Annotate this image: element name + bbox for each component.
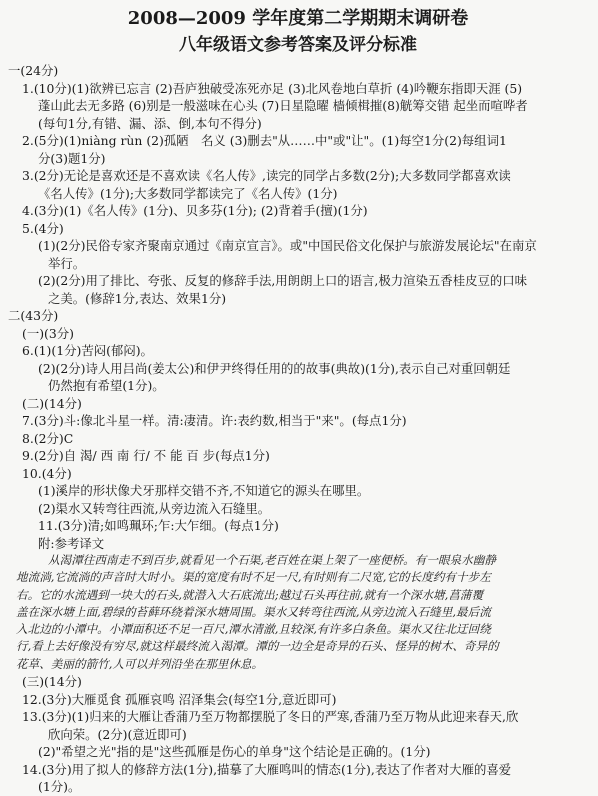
translation-line: 右。它的水流遇到一块大的石头,就潜入大石底流出;越过石头再往前,就有一个深水塘,菖蒲覆: [16, 587, 484, 602]
answer-line: 2.(5分)(1)niàng rùn (2)孤陋 名义 (3)删去"从……中"或"让"。(1)每空1分(2)每组词1: [22, 133, 507, 148]
subsection-heading: (一)(3分): [22, 325, 75, 341]
answer-line: 3.(2分)无论是喜欢还是不喜欢读《名人传》,读完的同学占多数(2分);大多数同学都喜欢读: [22, 168, 511, 183]
answer-line: (2)(2分)用了排比、夸张、反复的修辞手法,用朗朗上口的语言,极力渲染五香桂皮豆的口味: [38, 273, 528, 288]
answer-line: (1)溪岸的形状像犬牙那样交错不齐,不知道它的源头在哪里。: [38, 483, 370, 498]
answer-line: 7.(3分)斗:像北斗星一样。清:凄清。许:表约数,相当于"来"。(每点1分): [22, 413, 407, 428]
translation-line: 从渴潭往西南走不到百步,就看见一个石渠,老百姓在渠上架了一座便桥。有一眼泉水幽静: [48, 553, 496, 567]
document-subtitle: 八年级语文参考答案及评分标准: [179, 35, 417, 55]
answer-line: 9.(2分)自 渴/ 西 南 行/ 不 能 百 步(每点1分): [22, 448, 270, 463]
translation-line: 盖在深水塘上面,碧绿的苔藓环绕着深水塘周围。渠水又转弯往西流,从旁边流入石缝里,最后流: [16, 604, 491, 619]
translation-line: 入北边的小潭中。小潭面积还不足一百尺,潭水清澈,且较深,有许多白条鱼。渠水又往北迂回绕: [16, 622, 491, 637]
answer-line: 6.(1)(1分)苦闷(郁闷)。: [22, 343, 153, 358]
answer-line: (2)(2分)诗人用吕尚(姜太公)和伊尹终得任用的的故事(典故)(1分),表示自己对重回朝廷: [38, 360, 511, 376]
answer-line: (2)"希望之光"指的是"这些孤雁是伤心的单身"这个结论是正确的。(1分): [38, 744, 431, 760]
translation-heading: 附:参考译文: [38, 535, 105, 551]
translation-line: 花草、美丽的箭竹,人可以并列沿坐在那里休息。: [16, 656, 264, 671]
answer-line: 分(3)题1分): [38, 150, 106, 166]
answer-line: (2)渠水又转弯往西流,从旁边流入石缝里。: [38, 500, 271, 516]
answer-line: 12.(3分)大雁觅食 孤雁哀鸣 沼泽集会(每空1分,意近即可): [22, 691, 337, 707]
section-heading: 二(43分): [8, 308, 59, 323]
answer-line: 4.(3分)(1)《名人传》(1分)、贝多芬(1分); (2)背着手(擅)(1分): [22, 203, 368, 218]
answer-line: 举行。: [48, 255, 86, 271]
answer-line: 仍然抱有希望(1分)。: [48, 378, 165, 393]
answer-line: (1分)。: [38, 779, 81, 795]
translation-line: 地流淌,它流淌的声音时大时小。渠的宽度有时不足一尺,有时则有二尺宽,它的长度约有十步左: [16, 570, 491, 585]
answer-line: (每句1分,有错、漏、添、倒,本句不得分): [38, 115, 262, 131]
answer-line: 10.(4分): [22, 465, 72, 481]
answer-line: 1.(10分)(1)欲辨已忘言 (2)吾庐独破受冻死亦足 (3)北风卷地白草折 (4)吟鞭东指即天涯 (5): [22, 80, 523, 96]
answer-line: 之美。(修辞1分,表达、效果1分): [48, 290, 227, 306]
subsection-heading: (三)(14分): [22, 674, 82, 690]
section-heading: 一(24分): [8, 63, 59, 78]
document-title: 2008—2009 学年度第二学期期末调研卷: [127, 8, 469, 29]
answer-line: 《名人传》(1分);大多数同学都读完了《名人传》(1分): [38, 185, 338, 201]
answer-line: 蓬山此去无多路 (6)别是一般滋味在心头 (7)日星隐曜 樯倾楫摧(8)觥筹交错 起坐而喧哗者: [38, 98, 528, 113]
subsection-heading: (二)(14分): [22, 395, 82, 411]
answer-line: 5.(4分): [22, 220, 64, 236]
answer-line: 欣向荣。(2分)(意近即可): [48, 726, 187, 742]
answer-line: 11.(3分)清;如鸣珮环;乍:大乍细。(每点1分): [38, 518, 279, 533]
answer-line: (1)(2分)民俗专家齐聚南京通过《南京宣言》。或"中国民俗文化保护与旅游发展论坛"在南京: [38, 238, 537, 253]
translation-line: 行,看上去好像没有穷尽,就这样最终流入渴潭。潭的一边全是奇异的石头、怪异的树木、奇异的: [16, 639, 499, 654]
answer-line: 8.(2分)C: [22, 430, 74, 446]
answer-line: 14.(3分)用了拟人的修辞方法(1分),描摹了大雁鸣叫的情态(1分),表达了作者对大雁的喜爱: [22, 761, 512, 777]
answer-line: 13.(3分)(1)归来的大雁让香蒲乃至万物都摆脱了冬日的严寒,香蒲乃至万物从此迎来春天,欣: [22, 709, 519, 725]
